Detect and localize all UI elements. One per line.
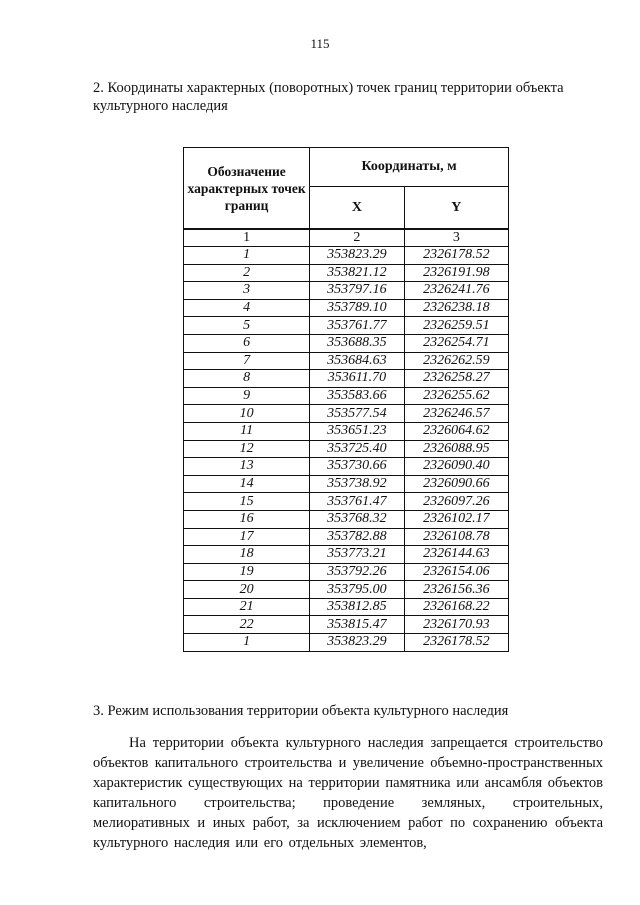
table-row [184, 317, 509, 335]
y-cell: 2326191.98 [404, 264, 508, 282]
table-row [184, 334, 509, 352]
point-cell: 5 [184, 317, 310, 335]
x-cell: 353823.29 [310, 247, 404, 265]
section-3-paragraph: На территории объекта культурного наследия запрещается строительство объектов капитального строительства и увеличение объемно-пространственных характеристик существующих на территории памятника или ансамбля объектов капитального строительства; проведение земляных, строительных, мелиоративных и иных работ, за исключением работ по сохранению объекта культурного наследия или его отдельных элементов, [93, 735, 603, 851]
point-cell: 21 [184, 598, 310, 616]
x-cell: 353761.77 [310, 317, 404, 335]
coordinates-table [183, 147, 509, 652]
table-row [184, 405, 509, 423]
point-cell: 20 [184, 581, 310, 599]
point-cell: 22 [184, 616, 310, 634]
x-cell: 353792.26 [310, 563, 404, 581]
header-designation: Обозначение характерных точек границ [184, 148, 310, 230]
point-cell: 10 [184, 405, 310, 423]
table-row [184, 422, 509, 440]
table-row [184, 247, 509, 265]
section-3-title: 3. Режим использования территории объекта культурного наследия [93, 703, 509, 719]
point-cell: 2 [184, 264, 310, 282]
point-cell: 14 [184, 475, 310, 493]
y-cell: 2326154.06 [404, 563, 508, 581]
point-cell: 7 [184, 352, 310, 370]
point-cell: 9 [184, 387, 310, 405]
table-row [184, 264, 509, 282]
x-cell: 353761.47 [310, 493, 404, 511]
point-cell: 12 [184, 440, 310, 458]
table-row [184, 546, 509, 564]
table-header-row [184, 148, 509, 187]
x-cell: 353688.35 [310, 334, 404, 352]
x-cell: 353823.29 [310, 634, 404, 652]
point-cell: 11 [184, 422, 310, 440]
y-cell: 2326168.22 [404, 598, 508, 616]
point-cell: 19 [184, 563, 310, 581]
x-cell: 353821.12 [310, 264, 404, 282]
x-cell: 353725.40 [310, 440, 404, 458]
column-number: 3 [404, 229, 508, 247]
table-row [184, 440, 509, 458]
x-cell: 353768.32 [310, 510, 404, 528]
y-cell: 2326246.57 [404, 405, 508, 423]
y-cell: 2326108.78 [404, 528, 508, 546]
table-row [184, 634, 509, 652]
y-cell: 2326262.59 [404, 352, 508, 370]
y-cell: 2326255.62 [404, 387, 508, 405]
y-cell: 2326178.52 [404, 247, 508, 265]
x-cell: 353738.92 [310, 475, 404, 493]
column-number: 1 [184, 229, 310, 247]
x-cell: 353730.66 [310, 458, 404, 476]
table-row [184, 581, 509, 599]
y-cell: 2326259.51 [404, 317, 508, 335]
y-cell: 2326170.93 [404, 616, 508, 634]
point-cell: 3 [184, 282, 310, 300]
point-cell: 6 [184, 334, 310, 352]
y-cell: 2326102.17 [404, 510, 508, 528]
table-row [184, 563, 509, 581]
y-cell: 2326064.62 [404, 422, 508, 440]
point-cell: 15 [184, 493, 310, 511]
y-cell: 2326178.52 [404, 634, 508, 652]
header-y: Y [404, 187, 508, 229]
table-row [184, 616, 509, 634]
x-cell: 353583.66 [310, 387, 404, 405]
point-cell: 13 [184, 458, 310, 476]
point-cell: 1 [184, 247, 310, 265]
table-row [184, 299, 509, 317]
column-number: 2 [310, 229, 404, 247]
point-cell: 16 [184, 510, 310, 528]
y-cell: 2326238.18 [404, 299, 508, 317]
x-cell: 353797.16 [310, 282, 404, 300]
y-cell: 2326090.40 [404, 458, 508, 476]
point-cell: 18 [184, 546, 310, 564]
page-number: 115 [310, 36, 330, 51]
point-cell: 8 [184, 370, 310, 388]
x-cell: 353789.10 [310, 299, 404, 317]
table-row [184, 387, 509, 405]
y-cell: 2326088.95 [404, 440, 508, 458]
y-cell: 2326156.36 [404, 581, 508, 599]
x-cell: 353782.88 [310, 528, 404, 546]
table-row [184, 282, 509, 300]
point-cell: 4 [184, 299, 310, 317]
y-cell: 2326258.27 [404, 370, 508, 388]
table-row [184, 458, 509, 476]
table-row [184, 528, 509, 546]
y-cell: 2326241.76 [404, 282, 508, 300]
section-2-title: 2. Координаты характерных (поворотных) точек границ территории объекта культурного наследия [93, 80, 564, 114]
table-row [184, 510, 509, 528]
x-cell: 353815.47 [310, 616, 404, 634]
table-row [184, 598, 509, 616]
y-cell: 2326090.66 [404, 475, 508, 493]
x-cell: 353812.85 [310, 598, 404, 616]
x-cell: 353611.70 [310, 370, 404, 388]
x-cell: 353773.21 [310, 546, 404, 564]
column-number-row [184, 229, 509, 247]
table-row [184, 352, 509, 370]
x-cell: 353577.54 [310, 405, 404, 423]
table-row [184, 475, 509, 493]
x-cell: 353651.23 [310, 422, 404, 440]
y-cell: 2326254.71 [404, 334, 508, 352]
header-coordinates: Координаты, м [310, 148, 509, 187]
x-cell: 353684.63 [310, 352, 404, 370]
y-cell: 2326097.26 [404, 493, 508, 511]
y-cell: 2326144.63 [404, 546, 508, 564]
point-cell: 1 [184, 634, 310, 652]
x-cell: 353795.00 [310, 581, 404, 599]
table-row [184, 370, 509, 388]
table-row [184, 493, 509, 511]
header-x: X [310, 187, 404, 229]
point-cell: 17 [184, 528, 310, 546]
